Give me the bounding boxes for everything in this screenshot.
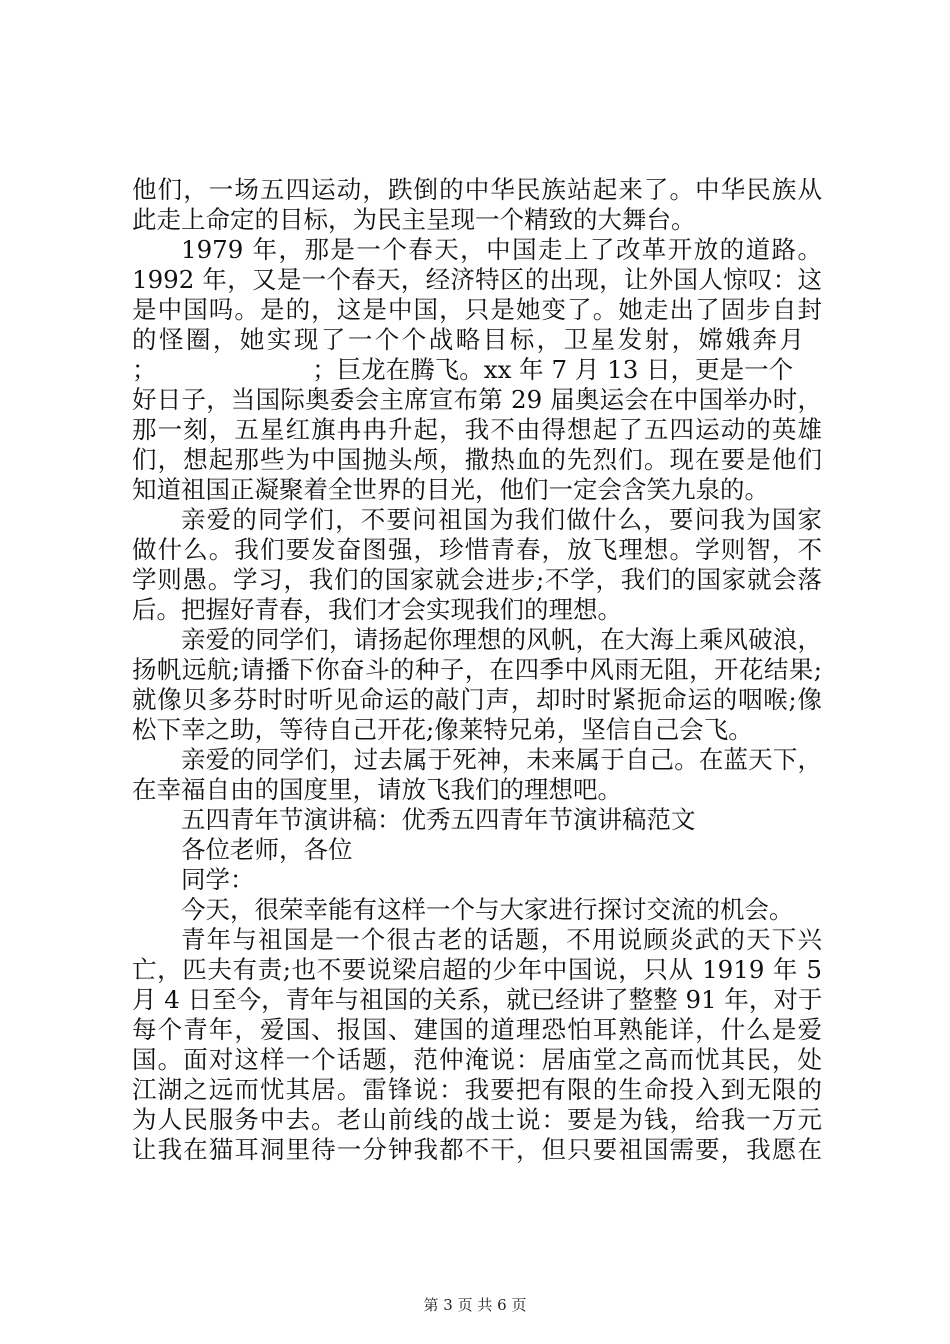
text-line: 此走上命定的目标，为民主呈现一个精致的大舞台。 — [132, 205, 696, 234]
text-line: 那一刻，五星红旗冉冉升起，我不由得想起了五四运动的英雄 — [132, 415, 822, 444]
text-line: 学则愚。学习，我们的国家就会进步;不学，我们的国家就会落 — [132, 565, 822, 594]
text-line: 1992 年，又是一个春天，经济特区的出现，让外国人惊叹：这 — [132, 265, 822, 294]
text-line: 每个青年，爱国、报国、建国的道理恐怕耳熟能详，什么是爱 — [132, 1015, 822, 1044]
text-line: ； ；巨龙在腾飞。xx 年 7 月 13 日，更是一个 — [132, 355, 794, 384]
text-line: 各位老师，各位 — [181, 835, 353, 864]
text-line: 亲爱的同学们，请扬起你理想的风帆，在大海上乘风破浪， — [181, 625, 822, 654]
text-line: 亡，匹夫有责;也不要说梁启超的少年中国说，只从 1919 年 5 — [132, 955, 822, 984]
section-heading: 五四青年节演讲稿：优秀五四青年节演讲稿范文 — [181, 805, 696, 834]
text-line: 后。把握好青春，我们才会实现我们的理想。 — [132, 595, 622, 624]
text-line: 同学： — [181, 865, 255, 894]
page-footer: 第 3 页 共 6 页 — [423, 1296, 527, 1314]
text-line: 做什么。我们要发奋图强，珍惜青春，放飞理想。学则智，不 — [132, 535, 822, 564]
text-line: 为人民服务中去。老山前线的战士说：要是为钱，给我一万元 — [132, 1105, 822, 1134]
text-line: 月 4 日至今，青年与祖国的关系，就已经讲了整整 91 年，对于 — [132, 985, 822, 1014]
text-line: 们，想起那些为中国抛头颅，撒热血的先烈们。现在要是他们 — [132, 445, 822, 474]
text-line: 江湖之远而忧其居。雷锋说：我要把有限的生命投入到无限的 — [132, 1075, 822, 1104]
text-line: 是中国吗。是的，这是中国，只是她变了。她走出了固步自封 — [132, 295, 822, 324]
text-line: 国。面对这样一个话题，范仲淹说：居庙堂之高而忧其民，处 — [132, 1045, 822, 1074]
text-line: 亲爱的同学们，不要问祖国为我们做什么，要问我为国家 — [181, 505, 822, 534]
text-line: 青年与祖国是一个很古老的话题，不用说顾炎武的天下兴 — [181, 925, 822, 954]
text-line: 的怪圈，她实现了一个个战略目标，卫星发射，嫦娥奔月 — [132, 325, 804, 354]
text-line: 1979 年，那是一个春天，中国走上了改革开放的道路。 — [181, 235, 822, 264]
text-line: 他们，一场五四运动，跌倒的中华民族站起来了。中华民族从 — [132, 175, 822, 204]
text-line: 好日子，当国际奥委会主席宣布第 29 届奥运会在中国举办时， — [132, 385, 822, 414]
text-line: 让我在猫耳洞里待一分钟我都不干，但只要祖国需要，我愿在 — [132, 1135, 822, 1164]
text-line: 知道祖国正凝聚着全世界的目光，他们一定会含笑九泉的。 — [132, 475, 769, 504]
text-line: 就像贝多芬时时听见命运的敲门声，却时时紧扼命运的咽喉;像 — [132, 685, 822, 714]
text-line: 扬帆远航;请播下你奋斗的种子，在四季中风雨无阻，开花结果; — [132, 655, 822, 684]
text-line: 亲爱的同学们，过去属于死神，未来属于自己。在蓝天下， — [181, 745, 822, 774]
text-line: 今天，很荣幸能有这样一个与大家进行探讨交流的机会。 — [181, 895, 794, 924]
text-line: 松下幸之助，等待自己开花;像莱特兄弟，坚信自己会飞。 — [132, 715, 753, 744]
text-line: 在幸福自由的国度里，请放飞我们的理想吧。 — [132, 775, 622, 804]
